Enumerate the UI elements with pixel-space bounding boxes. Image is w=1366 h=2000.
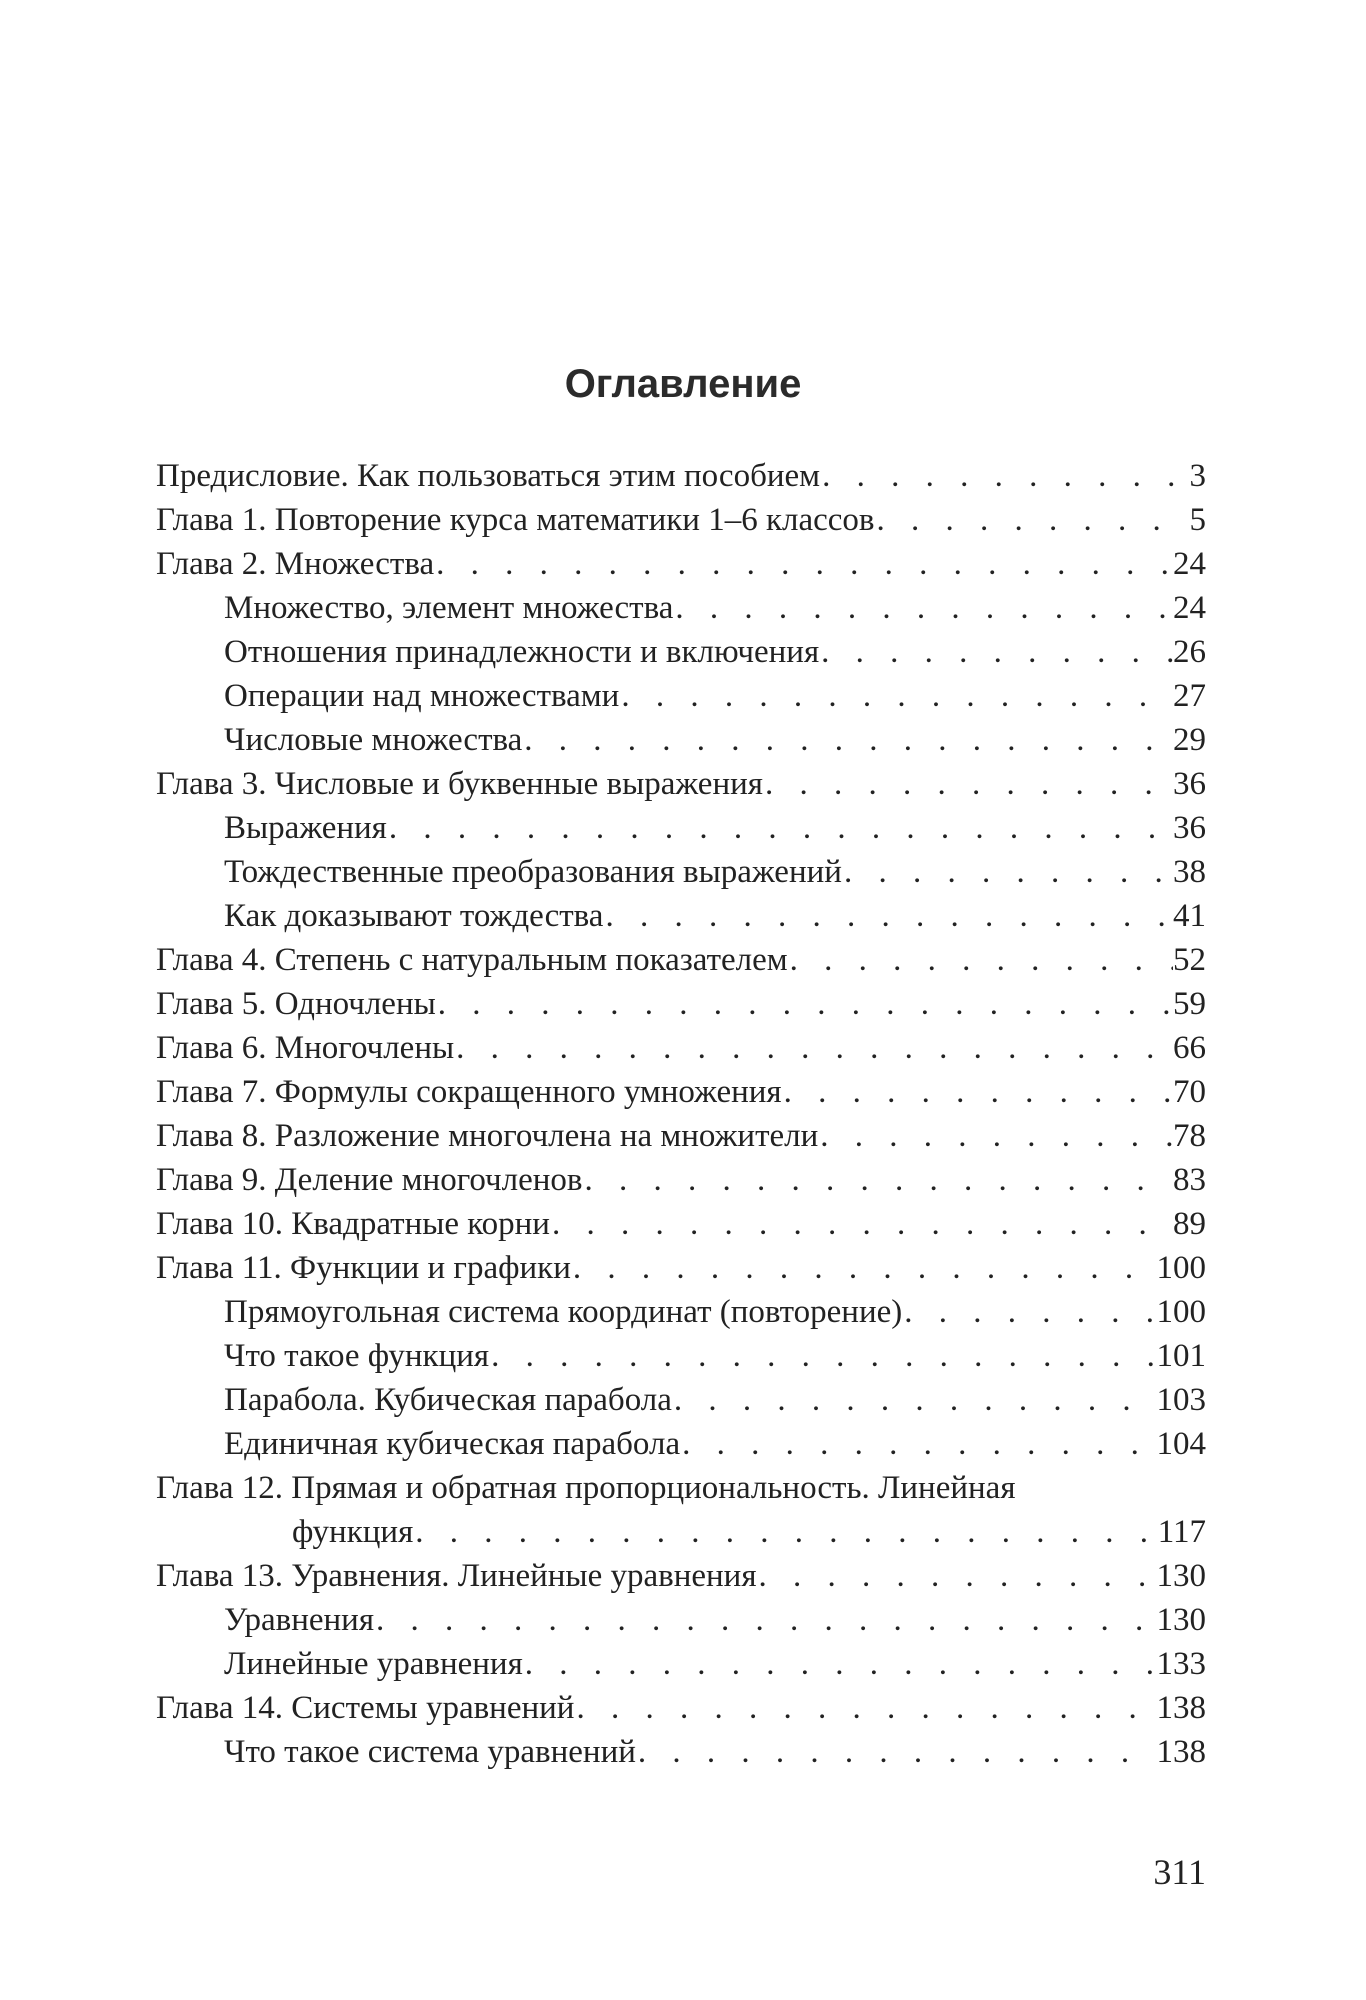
toc-entry-text: Глава 7. Формулы сокращенного умножения — [156, 1074, 782, 1110]
toc-entry-page: 36 — [1173, 766, 1206, 802]
toc-entry-text: Тождественные преобразования выражений — [224, 854, 842, 890]
toc-entry-page: 52 — [1173, 942, 1206, 978]
toc-subentry — [156, 1334, 1206, 1378]
toc-entry — [156, 498, 1206, 542]
dot-leader — [374, 1598, 1157, 1642]
dot-leader — [763, 762, 1173, 806]
dot-leader — [434, 542, 1173, 586]
dot-leader — [673, 586, 1173, 630]
dot-leader — [672, 1378, 1157, 1422]
dot-leader — [454, 1026, 1173, 1070]
toc-entry — [156, 1686, 1206, 1730]
page-title: Оглавление — [564, 362, 802, 406]
toc-entry-page: 130 — [1156, 1558, 1206, 1594]
toc-entry-page: 24 — [1173, 590, 1206, 626]
toc-entry-continuation — [156, 1510, 1206, 1554]
dot-leader — [757, 1554, 1157, 1598]
toc-entry-text: Прямоугольная система координат (повторение) — [224, 1294, 903, 1330]
toc-entry-text: Что такое система уравнений — [224, 1734, 636, 1770]
toc-entry-text: Глава 5. Одночлены — [156, 986, 436, 1022]
toc-entry-text: Глава 9. Деление многочленов — [156, 1162, 583, 1198]
toc-entry-text: Глава 2. Множества — [156, 546, 435, 582]
toc-entry-page: 26 — [1173, 634, 1206, 670]
toc-entry-page: 41 — [1173, 898, 1206, 934]
toc-entry — [156, 1202, 1206, 1246]
toc-entry-page: 133 — [1156, 1646, 1206, 1682]
toc-entry-text: Уравнения — [224, 1602, 374, 1638]
dot-leader — [583, 1158, 1173, 1202]
toc-entry — [156, 982, 1206, 1026]
dot-leader — [413, 1510, 1157, 1554]
toc-entry-text: Операции над множествами — [224, 678, 620, 714]
table-of-contents — [156, 454, 1206, 1774]
dot-leader — [782, 1070, 1173, 1114]
toc-subentry — [156, 806, 1206, 850]
toc-entry-page: 24 — [1173, 546, 1206, 582]
toc-entry-text: Предисловие. Как пользоваться этим пособием — [156, 458, 821, 494]
dot-leader — [436, 982, 1173, 1026]
toc-subentry — [156, 586, 1206, 630]
toc-entry-text: Выражения — [224, 810, 387, 846]
toc-entry-no-leader — [156, 1466, 1206, 1510]
toc-entry-text: Числовые множества — [224, 722, 523, 758]
toc-subentry — [156, 1378, 1206, 1422]
dot-leader — [522, 718, 1173, 762]
toc-entry — [156, 1554, 1206, 1598]
toc-entry-text: Единичная кубическая парабола — [224, 1426, 681, 1462]
toc-entry-page: 27 — [1173, 678, 1206, 714]
toc-entry-text: Глава 8. Разложение многочлена на множители — [156, 1118, 819, 1154]
toc-entry-page: 138 — [1156, 1690, 1206, 1726]
toc-entry — [156, 1158, 1206, 1202]
dot-leader — [636, 1730, 1157, 1774]
toc-entry-text: Глава 14. Системы уравнений — [156, 1690, 575, 1726]
toc-entry-page: 3 — [1189, 458, 1206, 494]
toc-entry — [156, 1026, 1206, 1070]
toc-entry-text: функция — [292, 1514, 414, 1550]
dot-leader — [819, 630, 1173, 674]
dot-leader — [603, 894, 1173, 938]
toc-entry-page: 101 — [1156, 1338, 1206, 1374]
dot-leader — [820, 454, 1184, 498]
toc-entry-text: Отношения принадлежности и включения — [224, 634, 820, 670]
toc-subentry — [156, 718, 1206, 762]
toc-entry-text: Глава 13. Уравнения. Линейные уравнения — [156, 1558, 757, 1594]
page-number: 311 — [1153, 1852, 1206, 1892]
toc-subentry — [156, 894, 1206, 938]
toc-entry — [156, 454, 1206, 498]
toc-entry-page: 66 — [1173, 1030, 1206, 1066]
toc-entry-page: 104 — [1156, 1426, 1206, 1462]
dot-leader — [571, 1246, 1157, 1290]
toc-entry-text: Глава 10. Квадратные корни — [156, 1206, 550, 1242]
dot-leader — [788, 938, 1173, 982]
toc-entry-text: Множество, элемент множества — [224, 590, 674, 626]
toc-entry-text: Что такое функция — [224, 1338, 490, 1374]
dot-leader — [874, 498, 1184, 542]
toc-subentry — [156, 1290, 1206, 1334]
toc-entry — [156, 1246, 1206, 1290]
toc-entry-page: 83 — [1173, 1162, 1206, 1198]
toc-subentry — [156, 1730, 1206, 1774]
toc-entry-page: 117 — [1157, 1514, 1206, 1550]
toc-entry — [156, 762, 1206, 806]
dot-leader — [619, 674, 1173, 718]
dot-leader — [818, 1114, 1173, 1158]
toc-subentry — [156, 1642, 1206, 1686]
dot-leader — [387, 806, 1173, 850]
toc-entry — [156, 1070, 1206, 1114]
toc-subentry — [156, 674, 1206, 718]
toc-entry-page: 138 — [1156, 1734, 1206, 1770]
toc-entry-text: Глава 12. Прямая и обратная пропорциональность. Линейная — [156, 1470, 1016, 1506]
toc-entry — [156, 938, 1206, 982]
dot-leader — [574, 1686, 1156, 1730]
toc-entry-text: Глава 1. Повторение курса математики 1–6 классов — [156, 502, 875, 538]
dot-leader — [680, 1422, 1156, 1466]
toc-entry-page: 59 — [1173, 986, 1206, 1022]
dot-leader — [489, 1334, 1156, 1378]
toc-entry-page: 103 — [1156, 1382, 1206, 1418]
toc-entry-text: Глава 4. Степень с натуральным показателем — [156, 942, 788, 978]
dot-leader — [902, 1290, 1156, 1334]
dot-leader — [842, 850, 1173, 894]
dot-leader — [550, 1202, 1173, 1246]
toc-entry-page: 38 — [1173, 854, 1206, 890]
toc-subentry — [156, 1422, 1206, 1466]
toc-entry-text: Парабола. Кубическая парабола — [224, 1382, 672, 1418]
toc-entry-text: Линейные уравнения — [224, 1646, 523, 1682]
toc-entry — [156, 1114, 1206, 1158]
toc-entry-page: 78 — [1173, 1118, 1206, 1154]
toc-entry-page: 89 — [1173, 1206, 1206, 1242]
toc-entry-text: Глава 11. Функции и графики — [156, 1250, 571, 1286]
toc-subentry — [156, 630, 1206, 674]
toc-entry-page: 130 — [1156, 1602, 1206, 1638]
toc-entry — [156, 542, 1206, 586]
toc-entry-text: Глава 3. Числовые и буквенные выражения — [156, 766, 763, 802]
toc-subentry — [156, 1598, 1206, 1642]
toc-entry-page: 100 — [1156, 1250, 1206, 1286]
toc-subentry — [156, 850, 1206, 894]
toc-entry-text: Как доказывают тождества — [224, 898, 604, 934]
dot-leader — [523, 1642, 1157, 1686]
toc-entry-page: 5 — [1189, 502, 1206, 538]
toc-entry-page: 70 — [1173, 1074, 1206, 1110]
toc-entry-page: 36 — [1173, 810, 1206, 846]
toc-entry-text: Глава 6. Многочлены — [156, 1030, 455, 1066]
toc-entry-page: 100 — [1156, 1294, 1206, 1330]
toc-entry-page: 29 — [1173, 722, 1206, 758]
